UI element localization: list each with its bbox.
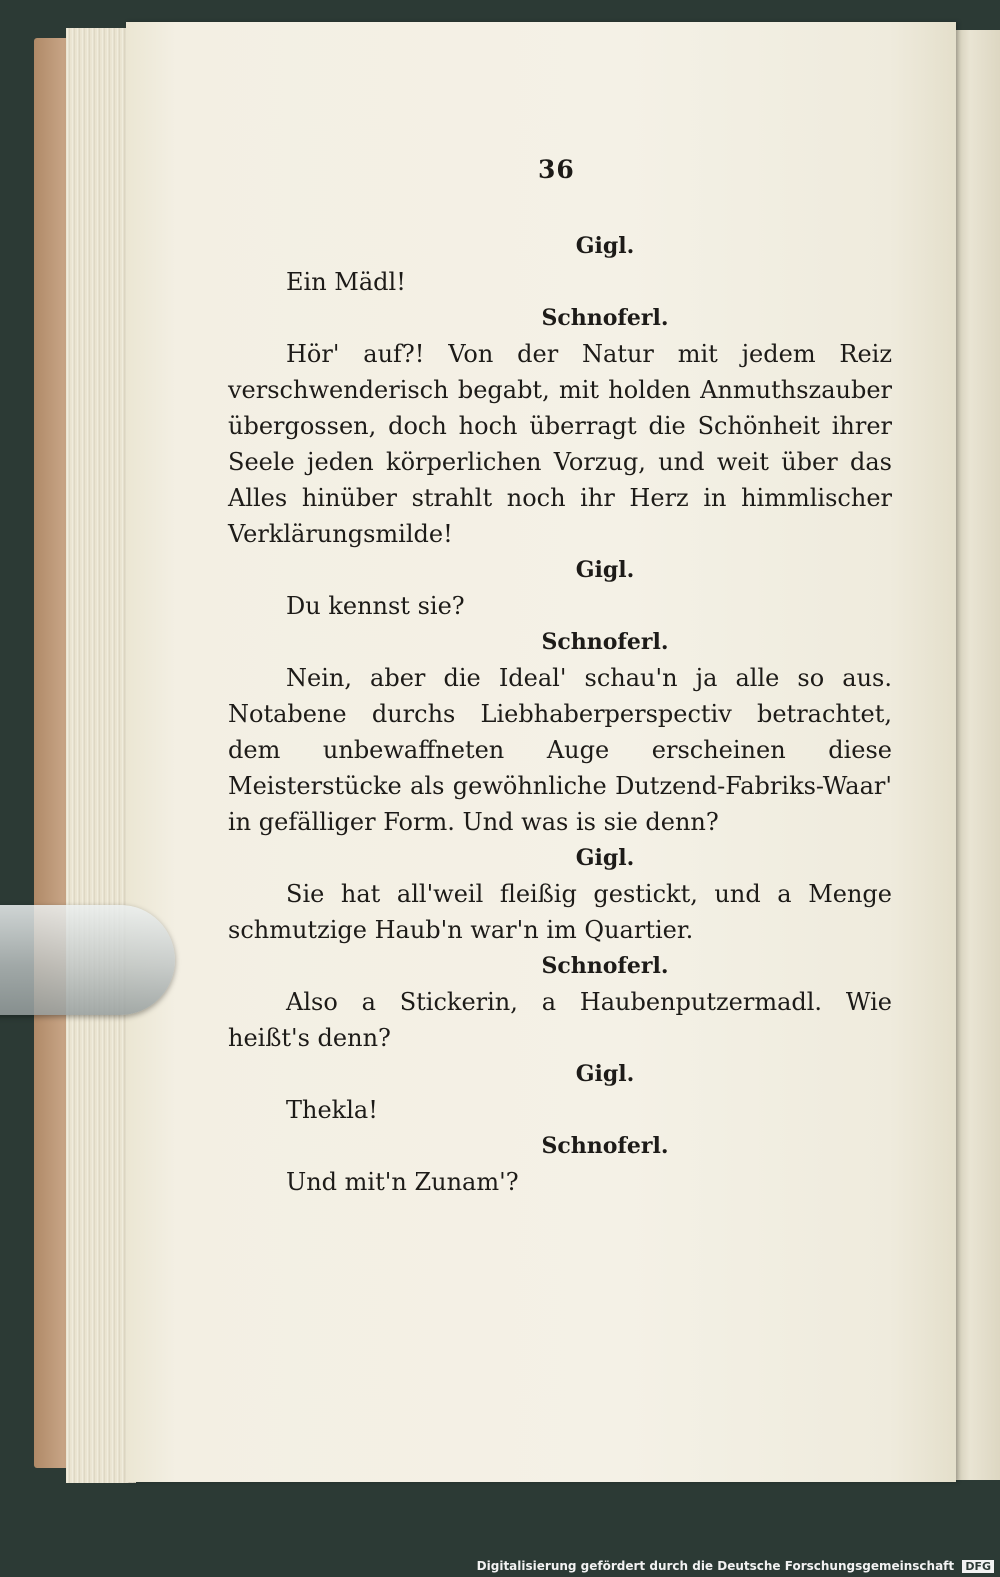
speaker-name: Gigl. <box>575 557 635 583</box>
footer-text: Digitalisierung gefördert durch die Deutsche Forschungsgemeinschaft <box>476 1559 955 1573</box>
speaker-name: Gigl. <box>575 845 635 871</box>
speaker-name: Schnoferl. <box>541 1133 669 1159</box>
speech-paragraph: Sie hat all'weil fleißig gestickt, und a Menge schmutzige Haub'n war'n im Quartier. <box>228 880 892 944</box>
speaker-name: Gigl. <box>575 233 635 259</box>
dfg-logo: DFG <box>962 1560 994 1573</box>
speaker-name: Gigl. <box>575 1061 635 1087</box>
footer-credit <box>477 1559 994 1573</box>
speaker-name: Schnoferl. <box>541 629 669 655</box>
speech-paragraph: Thekla! <box>286 1096 378 1124</box>
speaker-name: Schnoferl. <box>541 305 669 331</box>
facing-page-edge <box>950 30 1000 1480</box>
speech-paragraph: Hör' auf?! Von der Natur mit jedem Reiz verschwenderisch begabt, mit holden Anmuthszauber übergossen, doch hoch überragt die Schönheit ihrer Seele jeden körperlichen Vorzug, und weit über das Alles hinüber strahlt noch ihr Herz in himmlischer Verklärungsmilde! <box>228 340 892 548</box>
speech-paragraph: Und mit'n Zunam'? <box>286 1168 519 1196</box>
speech-paragraph: Ein Mädl! <box>286 268 406 296</box>
speech-paragraph: Also a Stickerin, a Haubenputzermadl. Wie heißt's denn? <box>228 988 892 1052</box>
page-text <box>228 228 892 1200</box>
page-holder-clip <box>0 905 175 1015</box>
speaker-name: Schnoferl. <box>541 953 669 979</box>
speech-paragraph: Du kennst sie? <box>286 592 465 620</box>
page-number: 36 <box>538 155 575 184</box>
speech-paragraph: Nein, aber die Ideal' schau'n ja alle so aus. Notabene durchs Liebhaberperspectiv betrachtet, dem unbewaffneten Auge erscheinen diese Meisterstücke als gewöhnliche Dutzend-Fabriks-Waar' in gefälliger Form. Und was is sie denn? <box>228 664 892 836</box>
